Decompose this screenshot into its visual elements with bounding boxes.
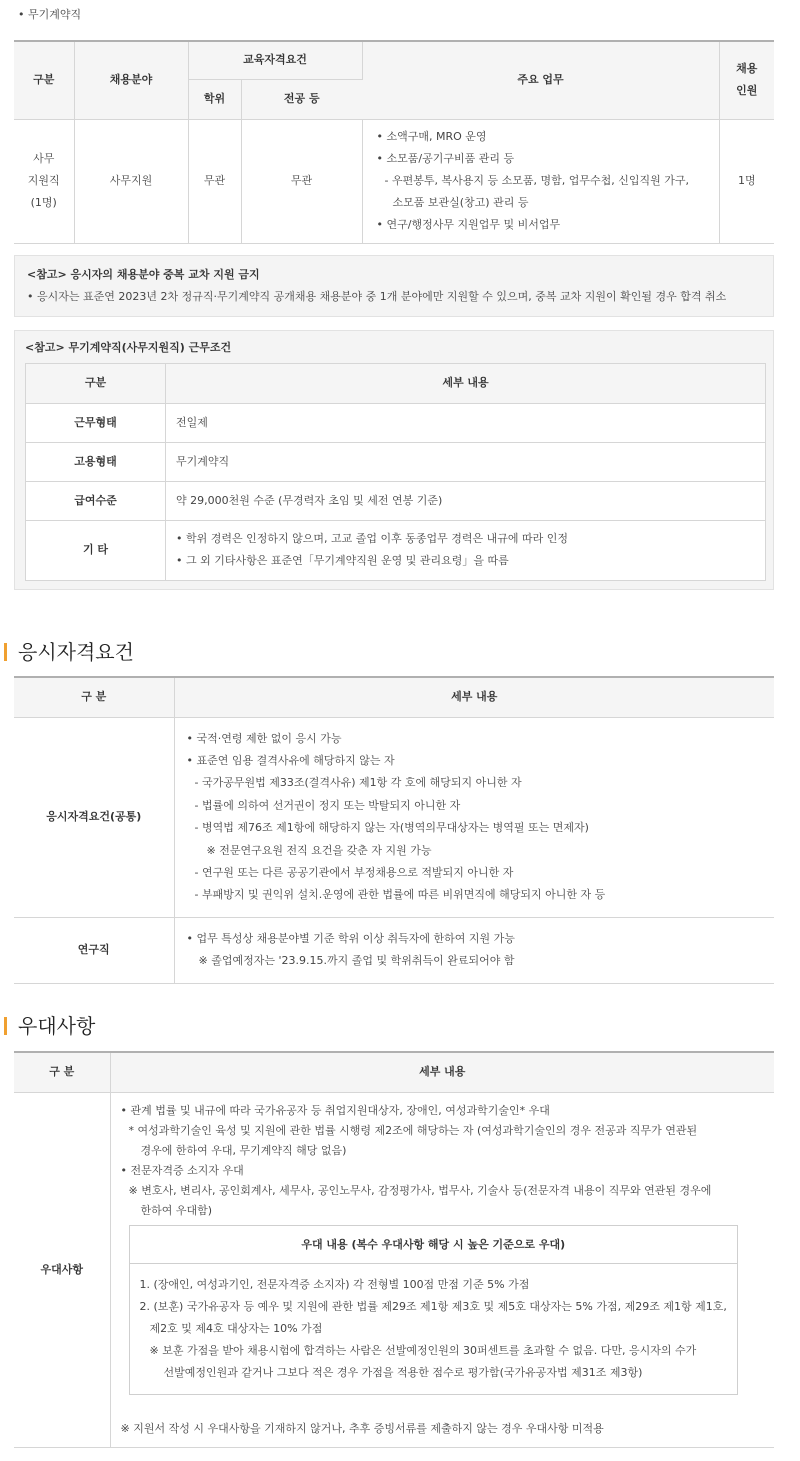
row-label: 연구직 xyxy=(14,917,174,983)
header-degree: 학위 xyxy=(188,79,241,119)
preference-detail-body xyxy=(130,1264,738,1394)
row-value xyxy=(110,1092,774,1447)
header-category: 구분 xyxy=(26,363,166,403)
header-category: 구 분 xyxy=(14,677,174,717)
cell-field: 사무지원 xyxy=(74,119,188,243)
header-detail: 세부 내용 xyxy=(174,677,774,717)
row-label: 우대사항 xyxy=(14,1092,110,1447)
table-row xyxy=(14,119,774,243)
cell-duties xyxy=(362,119,719,243)
header-major: 전공 등 xyxy=(241,79,362,119)
cell-count: 1명 xyxy=(719,119,774,243)
qual-line: - 국가공무원법 제33조(결격사유) 제1항 각 호에 해당되지 아니한 자 xyxy=(194,776,522,790)
pref-line: 한하여 우대함) xyxy=(140,1203,213,1217)
table-row xyxy=(26,520,766,580)
section-title-text: 우대사항 xyxy=(18,1014,96,1038)
pref-line: 경우에 한하여 우대, 무기계약직 해당 없음) xyxy=(140,1143,347,1157)
qualifications-table xyxy=(14,676,774,984)
pref-line: * 여성과학기술인 육성 및 지원에 관한 법률 시행령 제2조에 해당하는 자 (여성과학기술인의 경우 전공과 직무가 연관된 xyxy=(128,1123,698,1137)
row-label: 급여수준 xyxy=(26,481,166,520)
preference-detail-title: 우대 내용 (복수 우대사항 해당 시 높은 기준으로 우대) xyxy=(130,1226,738,1264)
row-value xyxy=(174,917,774,983)
table-row xyxy=(14,1092,774,1447)
header-detail: 세부 내용 xyxy=(166,363,766,403)
header-count: 채용 인원 xyxy=(719,41,774,119)
position-type-label: • 무기계약직 xyxy=(18,8,82,21)
table-row xyxy=(26,403,766,442)
header-field: 채용분야 xyxy=(74,41,188,119)
qual-line: ※ 전문연구요원 전직 요건을 갖춘 자 지원 가능 xyxy=(206,843,432,857)
duty-line: 소모품 보관실(창고) 관리 등 xyxy=(392,196,529,209)
preference-detail-box xyxy=(129,1225,739,1395)
note-text: • 응시자는 표준연 2023년 2차 정규직·무기계약직 공개채용 채용분야 중 1개 분야에만 지원할 수 있으며, 중복 교차 지원이 확인될 경우 합격 취소 xyxy=(27,289,727,303)
header-edu-req: 교육자격요건 xyxy=(188,41,362,79)
row-label: 고용형태 xyxy=(26,442,166,481)
pref-detail-line: 1. (장애인, 여성과기인, 전문자격증 소지자) 각 전형별 100점 만점 기준 5% 가점 xyxy=(139,1277,530,1291)
qual-line: - 병역법 제76조 제1항에 해당하지 않는 자(병역의무대상자는 병역필 또는 면제자) xyxy=(194,821,589,835)
table-row xyxy=(26,442,766,481)
header-detail: 세부 내용 xyxy=(110,1052,774,1092)
pref-line: • 전문자격증 소지자 우대 xyxy=(120,1163,244,1177)
qual-line: • 업무 특성상 채용분야별 기준 학위 이상 취득자에 한하여 지원 가능 xyxy=(186,931,515,945)
pref-line: • 관계 법률 및 내규에 따라 국가유공자 등 취업지원대상자, 장애인, 여성과학기술인* 우대 xyxy=(120,1103,550,1117)
pref-detail-line: 선발예정인원과 같거나 그보다 적은 경우 가점을 적용한 점수로 평가함(국가유공자법 제31조 제3항) xyxy=(163,1365,643,1379)
qual-line: • 국적·연령 제한 없이 응시 가능 xyxy=(186,731,342,745)
header-duties: 주요 업무 xyxy=(362,41,719,119)
qual-line: - 부패방지 및 권익위 설치.운영에 관한 법률에 따른 비위면직에 해당되지 아니한 자 등 xyxy=(194,888,606,902)
row-value: 전일제 xyxy=(166,403,766,442)
cell-degree: 무관 xyxy=(188,119,241,243)
section-title-qualifications xyxy=(4,638,134,666)
row-label: 기 타 xyxy=(26,520,166,580)
section-title-preferences xyxy=(4,1012,95,1040)
qual-line: ※ 졸업예정자는 '23.9.15.까지 졸업 및 학위취득이 완료되어야 함 xyxy=(198,954,515,968)
work-conditions-table xyxy=(25,363,766,581)
cell-major: 무관 xyxy=(241,119,362,243)
row-value xyxy=(174,717,774,917)
table-row xyxy=(14,917,774,983)
note-title: <참고> 응시자의 채용분야 중복 교차 지원 금지 xyxy=(27,268,260,281)
etc-line: • 그 외 기타사항은 표준연「무기계약직원 운영 및 관리요령」을 따름 xyxy=(176,554,509,568)
note-cross-application xyxy=(14,255,774,317)
row-value xyxy=(166,520,766,580)
row-value: 약 29,000천원 수준 (무경력자 초임 및 세전 연봉 기준) xyxy=(166,481,766,520)
table-row xyxy=(14,717,774,917)
preference-footnote: ※ 지원서 작성 시 우대사항을 기재하지 않거나, 추후 증빙서류를 제출하지 않는 경우 우대사항 미적용 xyxy=(120,1421,604,1435)
pref-line: ※ 변호사, 변리사, 공인회계사, 세무사, 공인노무사, 감정평가사, 법무사, 기술사 등(전문자격 내용이 직무와 연관된 경우에 xyxy=(128,1183,712,1197)
duty-line: • 연구/행정사무 지원업무 및 비서업무 xyxy=(376,218,561,231)
cell-category: 사무 지원직 (1명) xyxy=(14,119,74,243)
duty-line: • 소모품/공기구비품 관리 등 xyxy=(376,152,515,165)
section-title-text: 응시자격요건 xyxy=(18,640,134,664)
row-label: 근무형태 xyxy=(26,403,166,442)
table-row xyxy=(26,481,766,520)
row-label: 응시자격요건(공통) xyxy=(14,717,174,917)
pref-detail-line: 제2호 및 제4호 대상자는 10% 가점 xyxy=(149,1321,323,1335)
note-title: <참고> 무기계약직(사무지원직) 근무조건 xyxy=(25,341,232,354)
pref-detail-line: 2. (보훈) 국가유공자 등 예우 및 지원에 관한 법률 제29조 제1항 제3호 및 제5호 대상자는 5% 가점, 제29조 제1항 제1호, xyxy=(139,1299,727,1313)
qual-line: • 표준연 임용 결격사유에 해당하지 않는 자 xyxy=(186,753,395,767)
pref-detail-line: ※ 보훈 가점을 받아 채용시험에 합격하는 사람은 선발예정인원의 30퍼센트를 초과할 수 없음. 다만, 응시자의 수가 xyxy=(149,1343,697,1357)
section-accent-bar xyxy=(4,643,7,661)
note-work-conditions xyxy=(14,330,774,590)
row-value: 무기계약직 xyxy=(166,442,766,481)
qual-line: - 연구원 또는 다른 공공기관에서 부정채용으로 적발되지 아니한 자 xyxy=(194,865,514,879)
duty-line: • 소액구매, MRO 운영 xyxy=(376,130,487,143)
header-category: 구 분 xyxy=(14,1052,110,1092)
preferences-table xyxy=(14,1051,774,1448)
header-category: 구분 xyxy=(14,41,74,119)
qual-line: - 법률에 의하여 선거권이 정지 또는 박탈되지 아니한 자 xyxy=(194,798,461,812)
section-accent-bar xyxy=(4,1017,7,1035)
duty-line: - 우편봉투, 복사용지 등 소모품, 명함, 업무수첩, 신입직원 가구, xyxy=(384,174,689,187)
recruitment-table xyxy=(14,40,774,244)
etc-line: • 학위 경력은 인정하지 않으며, 고교 졸업 이후 동종업무 경력은 내규에 따라 인정 xyxy=(176,532,568,546)
